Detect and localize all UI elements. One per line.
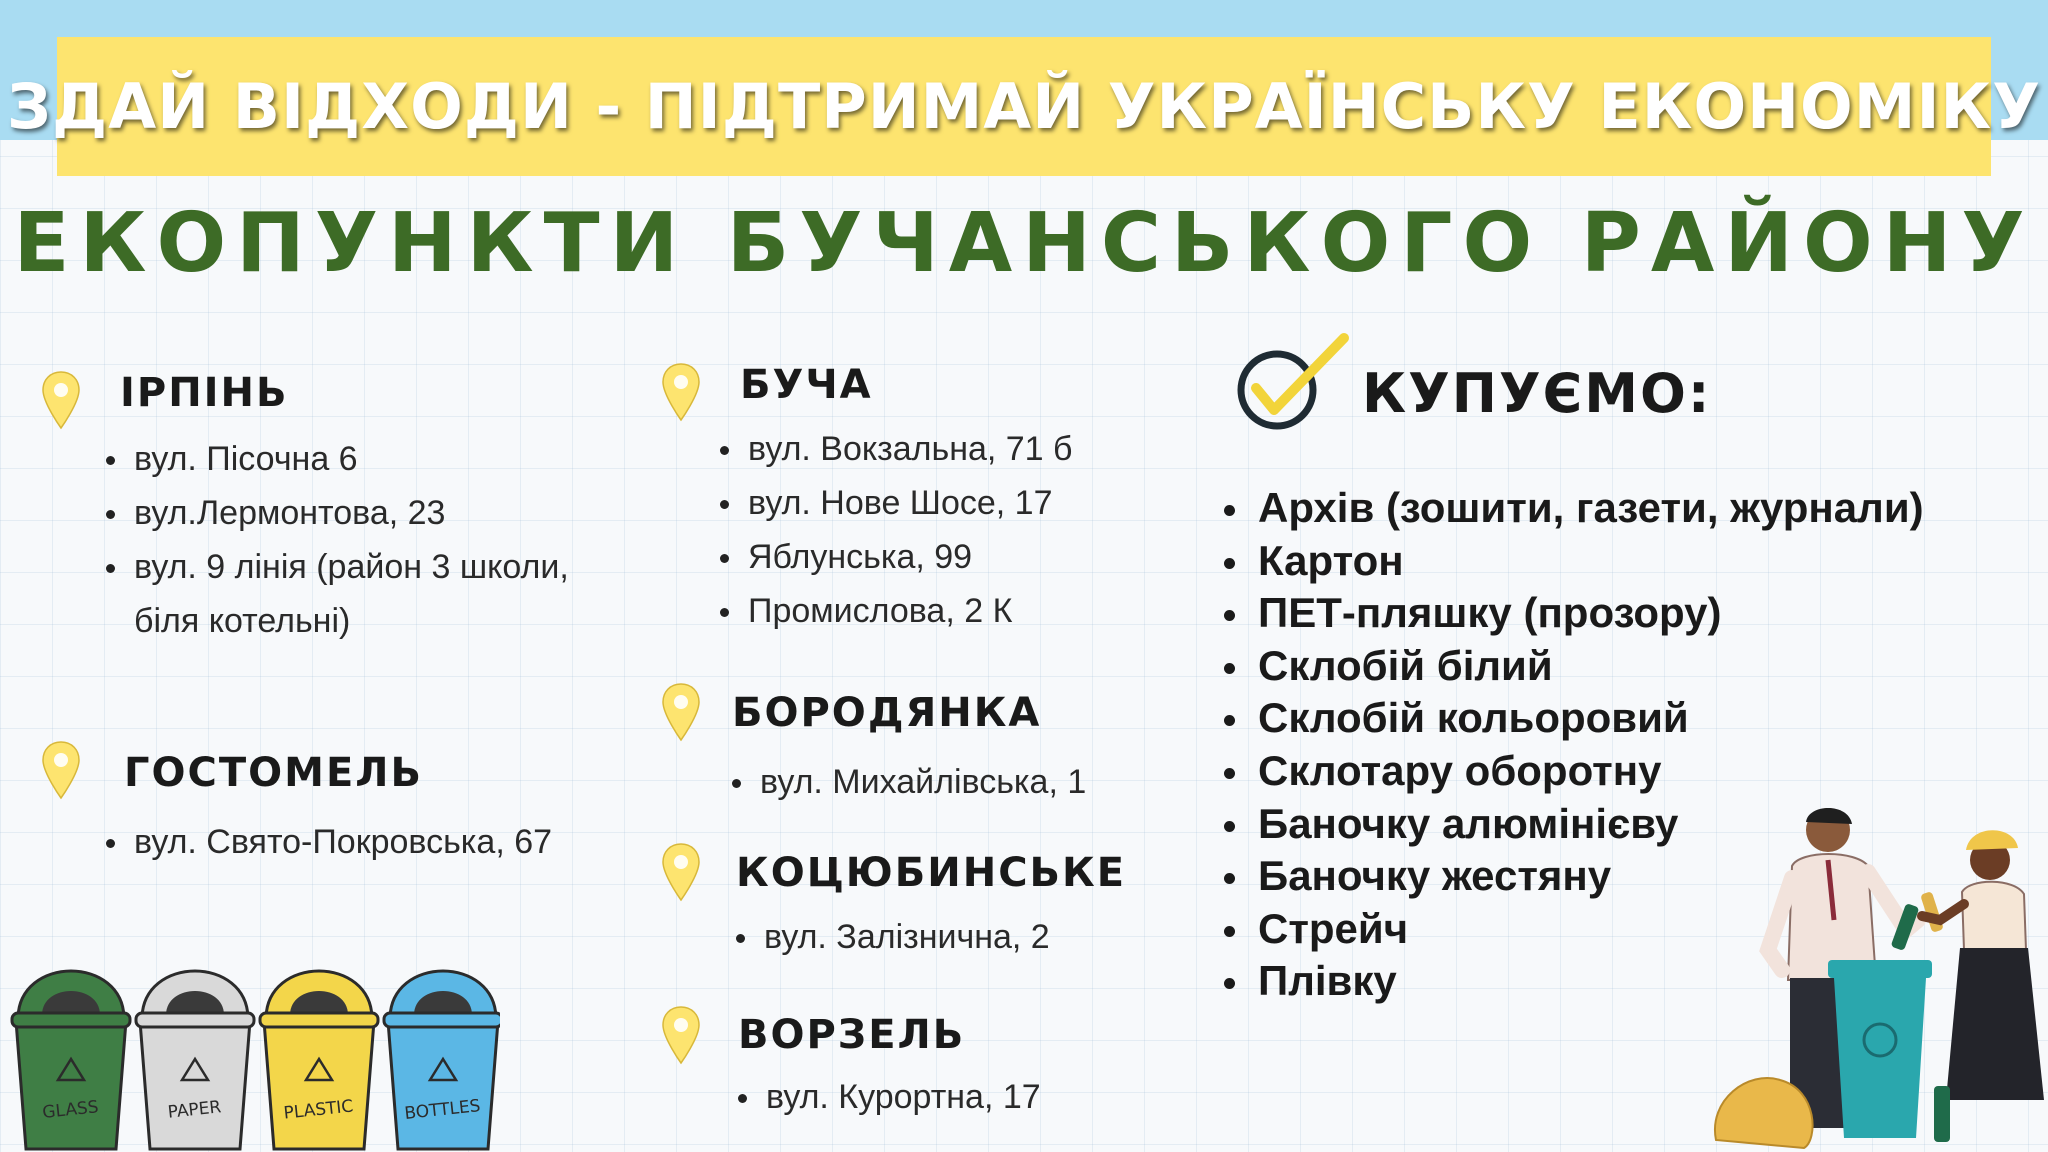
address-item: вул. Вокзальна, 71 б — [716, 422, 1073, 476]
bin-label: PLASTIC — [282, 1096, 355, 1124]
page-subtitle: ЕКОПУНКТИ БУЧАНСЬКОГО РАЙОНУ — [13, 196, 2035, 291]
buying-item: Архів (зошити, газети, журнали) — [1222, 482, 1924, 535]
location-pin-icon — [660, 682, 702, 742]
city-name-irpin: ІРПІНЬ — [120, 370, 289, 416]
city-name-kotsiubynske: КОЦЮБИНСЬКЕ — [736, 850, 1127, 896]
buying-item: Склотару оборотну — [1222, 745, 1924, 798]
address-list-hostomel — [102, 815, 552, 869]
address-list-borodianka — [728, 755, 1086, 809]
buying-item: Картон — [1222, 535, 1924, 588]
location-pin-icon — [660, 1005, 702, 1065]
location-pin-icon — [660, 842, 702, 902]
address-item: вул. Залізнична, 2 — [732, 910, 1050, 964]
bin-label: BOTTLES — [403, 1096, 482, 1124]
city-name-borodianka: БОРОДЯНКА — [732, 690, 1042, 736]
recycling-bin-icon — [12, 971, 130, 1149]
bin-body — [16, 1021, 126, 1149]
buying-item: Склобій білий — [1222, 640, 1924, 693]
buying-item: Стрейч — [1222, 903, 1924, 956]
location-pin-icon — [40, 370, 82, 430]
recycling-bin-icon — [136, 971, 254, 1149]
bin-label: PAPER — [166, 1097, 223, 1123]
address-item: вул. Пісочна 6 — [102, 432, 569, 486]
address-list-vorzel — [734, 1070, 1041, 1124]
location-pin-icon — [660, 362, 702, 422]
header-banner — [7, 37, 2041, 176]
address-item: вул. Нове Шосе, 17 — [716, 476, 1073, 530]
buying-item: Склобій кольоровий — [1222, 692, 1924, 745]
address-item: вул. 9 лінія (район 3 школи, — [102, 540, 569, 594]
location-pin-icon — [40, 740, 82, 800]
address-item: вул. Курортна, 17 — [734, 1070, 1041, 1124]
city-name-vorzel: ВОРЗЕЛЬ — [738, 1012, 966, 1058]
buying-item: ПЕТ-пляшку (прозору) — [1222, 587, 1924, 640]
address-item: вул.Лермонтова, 23 — [102, 486, 569, 540]
bin-label: GLASS — [41, 1097, 100, 1123]
address-item: Яблунська, 99 — [716, 530, 1073, 584]
buying-item: Баночку жестяну — [1222, 850, 1924, 903]
address-item: Промислова, 2 К — [716, 584, 1073, 638]
address-list-irpin — [102, 432, 569, 648]
recycling-bins-illustration — [8, 955, 500, 1151]
buying-item: Баночку алюмінієву — [1222, 798, 1924, 851]
address-list-kotsiubynske — [732, 910, 1050, 964]
buying-item: Плівку — [1222, 955, 1924, 1008]
address-item: вул. Свято-Покровська, 67 — [102, 815, 552, 869]
banner-title: ЗДАЙ ВІДХОДИ - ПІДТРИМАЙ УКРАЇНСЬКУ ЕКОНОМІКУ — [7, 70, 2041, 143]
address-item-continuation: біля котельні) — [134, 602, 351, 640]
address-list-bucha — [716, 422, 1073, 638]
checkmark-icon — [1234, 330, 1354, 434]
recycling-bin-icon — [384, 971, 500, 1149]
address-item: вул. Михайлівська, 1 — [728, 755, 1086, 809]
city-name-hostomel: ГОСТОМЕЛЬ — [124, 750, 423, 796]
recycling-bin-icon — [260, 971, 378, 1149]
buying-heading: КУПУЄМО: — [1362, 362, 1712, 425]
city-name-bucha: БУЧА — [740, 362, 873, 408]
people-recycling-illustration — [1708, 800, 2048, 1152]
